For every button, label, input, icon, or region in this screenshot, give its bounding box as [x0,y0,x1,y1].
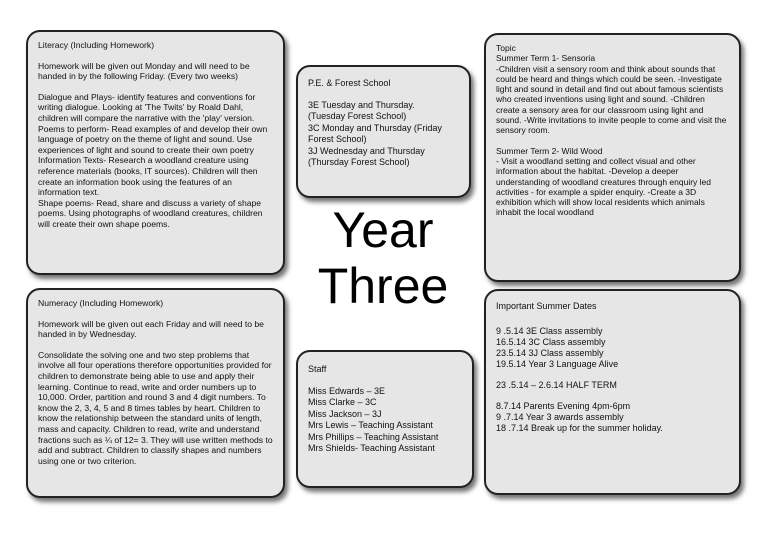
literacy-panel [26,30,285,275]
staff-member: Mrs Shields- Teaching Assistant [308,443,435,453]
pe-line-3c: 3C Monday and Thursday (Friday Forest School) [308,122,442,144]
term1-text: -Children visit a sensory room and think about sounds that could be heard and things which could be seen. -Investigate light and sound in detail and find out about famous scientists who created inventions using light and sound. -Children create a sensory area for our classroom using light and sound. -Write invitations to invite people to come and visit the sensory room. [496,63,727,136]
staff-member: Miss Edwards – 3E [308,385,386,396]
numeracy-objectives-text: Consolidate the solving one and two step problems that involve all four operations therefore opportunities provided for children to demonstrate being able to use and apply their learning. Continue to read, write and order numbers up to 10,000. Order, partition and round 3 and 4 digit numbers. To know the 2, 3, 4, 5 and 8 times tables by heart. Children to know the relationship between the standard units of length, mass and capacity. Children to read, write and understand fractions such as ¼ of 12= 3. They will use written methods to add and subtract. Children to classify shapes and numbers using one or two criterion. [38,349,273,466]
year-three-heading [298,202,468,314]
date-item: 23 .5.14 – 2.6.14 HALF TERM [496,380,617,390]
literacy-homework-text: Homework will be given out Monday and will need to be handed in by the following Friday. (Every two weeks) [38,60,250,82]
term1-heading: Summer Term 1- Sensoria [496,53,596,64]
staff-title: Staff [308,364,327,374]
staff-member: Miss Jackson – 3J [308,408,382,419]
staff-member: Mrs Lewis – Teaching Assistant [308,420,433,430]
year-title-line1: Year [332,202,434,258]
numeracy-panel [26,288,285,498]
numeracy-title: Numeracy (Including Homework) [38,298,164,308]
topic-title: Topic [496,43,516,53]
dates-title: Important Summer Dates [496,301,597,311]
literacy-information-text: Information Texts- Research a woodland creature using reference materials (books, IT sources). Children will then create an information book using the features of an information text. [38,155,258,198]
literacy-shape-poems-text: Shape poems- Read, share and discuss a variety of shape poems. Using photographs of woodland creatures, children will create their own shape poems. [38,197,263,229]
pe-line-3e: 3E Tuesday and Thursday. [308,99,415,110]
date-item: 9 .7.14 Year 3 awards assembly [496,412,624,422]
term2-heading: Summer Term 2- Wild Wood [496,145,603,156]
term2-text: - Visit a woodland setting and collect visual and other information about the habitat. -Develop a deeper understanding of woodland creatures through enquiry led activities - for example a spider enquiry. -Create a 3D exhibition which will show local residents which animals inhabit the local woodland [496,155,712,218]
topic-panel [484,33,741,282]
date-item: 9 .5.14 3E Class assembly [496,326,603,336]
date-item: 19.5.14 Year 3 Language Alive [496,359,619,369]
staff-member: Mrs Phillips – Teaching Assistant [308,431,439,442]
assemblies-list [496,326,729,370]
staff-member: Miss Clarke – 3C [308,397,377,407]
staff-panel [296,350,474,488]
pe-line-3j: 3J Wednesday and Thursday (Thursday Forest School) [308,145,425,167]
year-title-line2: Three [317,258,449,314]
end-of-term-list [496,401,729,434]
pe-forest-school-panel [296,65,471,198]
literacy-dialogue-text: Dialogue and Plays- identify features and conventions for writing dialogue. Looking at 'The Twits' by Roald Dahl, children will compare the narrative with the 'play' version. Poems to perform- Read examples of and develop their own language of poetry on the theme of light and sound. Use experiences of light and sound to create their own poetry [38,91,268,155]
pe-line-3e-forest: (Tuesday Forest School) [308,111,407,121]
pe-title: P.E. & Forest School [308,78,391,88]
date-item: 8.7.14 Parents Evening 4pm-6pm [496,401,631,411]
date-item: 23.5.14 3J Class assembly [496,348,604,358]
important-dates-panel [484,289,741,495]
literacy-title: Literacy (Including Homework) [38,40,155,50]
half-term-item [496,380,729,391]
date-item: 16.5.14 3C Class assembly [496,337,606,347]
date-item: 18 .7.14 Break up for the summer holiday. [496,423,663,433]
numeracy-homework-text: Homework will be given out each Friday and will need to be handed in by Wednesday. [38,318,264,340]
